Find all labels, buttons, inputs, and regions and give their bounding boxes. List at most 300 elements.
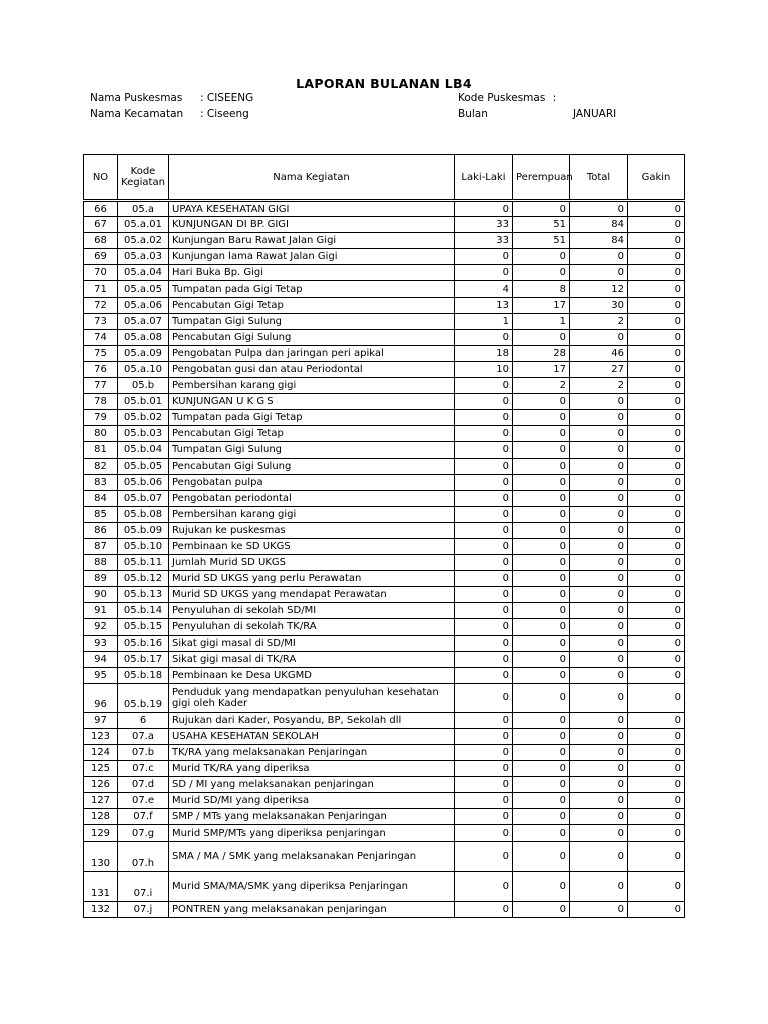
cell-perempuan: 0 bbox=[513, 728, 570, 744]
cell-total: 30 bbox=[570, 297, 628, 313]
table-row bbox=[84, 442, 685, 458]
cell-total: 0 bbox=[570, 603, 628, 619]
cell-perempuan: 0 bbox=[513, 490, 570, 506]
cell-total: 0 bbox=[570, 249, 628, 265]
cell-total: 0 bbox=[570, 809, 628, 825]
cell-laki: 0 bbox=[455, 603, 513, 619]
cell-laki: 0 bbox=[455, 871, 513, 901]
cell-laki: 0 bbox=[455, 712, 513, 728]
table-row bbox=[84, 458, 685, 474]
header-gakin: Gakin bbox=[628, 155, 685, 201]
cell-kode: 07.a bbox=[118, 728, 169, 744]
cell-kode: 07.c bbox=[118, 761, 169, 777]
cell-perempuan: 0 bbox=[513, 683, 570, 712]
table-row bbox=[84, 506, 685, 522]
cell-laki: 0 bbox=[455, 378, 513, 394]
cell-total: 84 bbox=[570, 217, 628, 233]
table-row bbox=[84, 361, 685, 377]
cell-no: 79 bbox=[84, 410, 118, 426]
cell-gakin: 0 bbox=[628, 841, 685, 871]
cell-total: 2 bbox=[570, 378, 628, 394]
cell-total: 0 bbox=[570, 745, 628, 761]
cell-total: 84 bbox=[570, 233, 628, 249]
cell-total: 0 bbox=[570, 635, 628, 651]
cell-laki: 0 bbox=[455, 901, 513, 917]
cell-laki: 0 bbox=[455, 474, 513, 490]
cell-laki: 0 bbox=[455, 587, 513, 603]
header-kode: Kode Kegiatan bbox=[118, 155, 169, 201]
cell-gakin: 0 bbox=[628, 809, 685, 825]
activity-table bbox=[83, 154, 685, 918]
cell-no: 83 bbox=[84, 474, 118, 490]
table-row bbox=[84, 474, 685, 490]
cell-nama: Pencabutan Gigi Tetap bbox=[169, 426, 455, 442]
cell-perempuan: 8 bbox=[513, 281, 570, 297]
cell-kode: 07.g bbox=[118, 825, 169, 841]
cell-kode: 05.b.03 bbox=[118, 426, 169, 442]
cell-gakin: 0 bbox=[628, 233, 685, 249]
cell-perempuan: 0 bbox=[513, 506, 570, 522]
cell-no: 76 bbox=[84, 361, 118, 377]
table-body bbox=[84, 201, 685, 918]
cell-laki: 0 bbox=[455, 490, 513, 506]
cell-gakin: 0 bbox=[628, 394, 685, 410]
cell-gakin: 0 bbox=[628, 474, 685, 490]
cell-perempuan: 51 bbox=[513, 217, 570, 233]
cell-laki: 0 bbox=[455, 249, 513, 265]
cell-kode: 05.a.07 bbox=[118, 313, 169, 329]
cell-gakin: 0 bbox=[628, 538, 685, 554]
cell-nama: Pencabutan Gigi Tetap bbox=[169, 297, 455, 313]
cell-total: 0 bbox=[570, 522, 628, 538]
cell-no: 72 bbox=[84, 297, 118, 313]
cell-no: 81 bbox=[84, 442, 118, 458]
cell-total: 0 bbox=[570, 201, 628, 217]
cell-kode: 05.b.05 bbox=[118, 458, 169, 474]
cell-nama: Pembinaan ke SD UKGS bbox=[169, 538, 455, 554]
cell-laki: 0 bbox=[455, 201, 513, 217]
cell-nama: Rujukan ke puskesmas bbox=[169, 522, 455, 538]
cell-total: 0 bbox=[570, 793, 628, 809]
cell-nama: SMA / MA / SMK yang melaksanakan Penjaringan bbox=[169, 841, 455, 871]
cell-perempuan: 0 bbox=[513, 777, 570, 793]
cell-gakin: 0 bbox=[628, 651, 685, 667]
cell-nama: Jumlah Murid SD UKGS bbox=[169, 555, 455, 571]
cell-nama: USAHA KESEHATAN SEKOLAH bbox=[169, 728, 455, 744]
table-row bbox=[84, 345, 685, 361]
cell-no: 69 bbox=[84, 249, 118, 265]
cell-no: 129 bbox=[84, 825, 118, 841]
cell-kode: 05.a.06 bbox=[118, 297, 169, 313]
cell-laki: 0 bbox=[455, 667, 513, 683]
cell-perempuan: 0 bbox=[513, 265, 570, 281]
cell-nama: Tumpatan pada Gigi Tetap bbox=[169, 281, 455, 297]
cell-total: 0 bbox=[570, 825, 628, 841]
nama-puskesmas-line bbox=[90, 92, 253, 104]
table-row bbox=[84, 712, 685, 728]
cell-gakin: 0 bbox=[628, 361, 685, 377]
cell-gakin: 0 bbox=[628, 712, 685, 728]
cell-no: 90 bbox=[84, 587, 118, 603]
cell-perempuan: 0 bbox=[513, 329, 570, 345]
cell-perempuan: 0 bbox=[513, 426, 570, 442]
header-perempuan: Perempuan bbox=[513, 155, 570, 201]
cell-no: 95 bbox=[84, 667, 118, 683]
cell-laki: 0 bbox=[455, 683, 513, 712]
cell-gakin: 0 bbox=[628, 217, 685, 233]
cell-laki: 33 bbox=[455, 217, 513, 233]
cell-gakin: 0 bbox=[628, 603, 685, 619]
cell-kode: 05.b.15 bbox=[118, 619, 169, 635]
table-row bbox=[84, 490, 685, 506]
cell-total: 0 bbox=[570, 458, 628, 474]
cell-laki: 0 bbox=[455, 458, 513, 474]
cell-total: 2 bbox=[570, 313, 628, 329]
cell-nama: Murid SD UKGS yang perlu Perawatan bbox=[169, 571, 455, 587]
cell-total: 0 bbox=[570, 651, 628, 667]
table-row bbox=[84, 265, 685, 281]
cell-kode: 05.b.10 bbox=[118, 538, 169, 554]
cell-no: 74 bbox=[84, 329, 118, 345]
cell-total: 0 bbox=[570, 490, 628, 506]
cell-kode: 05.b.17 bbox=[118, 651, 169, 667]
cell-gakin: 0 bbox=[628, 329, 685, 345]
cell-total: 0 bbox=[570, 901, 628, 917]
table-row bbox=[84, 683, 685, 712]
cell-nama: Hari Buka Bp. Gigi bbox=[169, 265, 455, 281]
cell-kode: 05.b.02 bbox=[118, 410, 169, 426]
cell-no: 86 bbox=[84, 522, 118, 538]
cell-nama: Tumpatan pada Gigi Tetap bbox=[169, 410, 455, 426]
cell-total: 0 bbox=[570, 410, 628, 426]
cell-kode: 05.b.07 bbox=[118, 490, 169, 506]
cell-laki: 0 bbox=[455, 442, 513, 458]
table-row bbox=[84, 745, 685, 761]
table-row bbox=[84, 603, 685, 619]
cell-gakin: 0 bbox=[628, 522, 685, 538]
nama-kecamatan-value: : Ciseeng bbox=[200, 108, 249, 120]
cell-no: 128 bbox=[84, 809, 118, 825]
cell-perempuan: 0 bbox=[513, 555, 570, 571]
table-row bbox=[84, 378, 685, 394]
cell-kode: 05.a bbox=[118, 201, 169, 217]
cell-laki: 33 bbox=[455, 233, 513, 249]
cell-no: 75 bbox=[84, 345, 118, 361]
cell-nama: Murid TK/RA yang diperiksa bbox=[169, 761, 455, 777]
cell-laki: 0 bbox=[455, 506, 513, 522]
cell-no: 126 bbox=[84, 777, 118, 793]
header-total: Total bbox=[570, 155, 628, 201]
cell-nama: Penyuluhan di sekolah SD/MI bbox=[169, 603, 455, 619]
cell-perempuan: 0 bbox=[513, 442, 570, 458]
cell-kode: 05.b.09 bbox=[118, 522, 169, 538]
table-row bbox=[84, 281, 685, 297]
cell-nama: Tumpatan Gigi Sulung bbox=[169, 313, 455, 329]
cell-laki: 0 bbox=[455, 394, 513, 410]
report-title: LAPORAN BULANAN LB4 bbox=[296, 76, 472, 91]
cell-laki: 0 bbox=[455, 410, 513, 426]
cell-perempuan: 0 bbox=[513, 587, 570, 603]
cell-gakin: 0 bbox=[628, 793, 685, 809]
cell-perempuan: 0 bbox=[513, 825, 570, 841]
cell-kode: 05.b.13 bbox=[118, 587, 169, 603]
cell-no: 130 bbox=[84, 841, 118, 871]
cell-gakin: 0 bbox=[628, 378, 685, 394]
cell-gakin: 0 bbox=[628, 777, 685, 793]
cell-perempuan: 17 bbox=[513, 361, 570, 377]
cell-total: 0 bbox=[570, 474, 628, 490]
cell-kode: 05.b.06 bbox=[118, 474, 169, 490]
cell-laki: 4 bbox=[455, 281, 513, 297]
cell-kode: 05.a.02 bbox=[118, 233, 169, 249]
cell-no: 84 bbox=[84, 490, 118, 506]
nama-kecamatan-line bbox=[90, 108, 249, 120]
bulan-value: JANUARI bbox=[573, 108, 617, 120]
cell-perempuan: 0 bbox=[513, 651, 570, 667]
cell-gakin: 0 bbox=[628, 490, 685, 506]
cell-kode: 07.d bbox=[118, 777, 169, 793]
cell-gakin: 0 bbox=[628, 442, 685, 458]
cell-total: 0 bbox=[570, 619, 628, 635]
header-laki: Laki-Laki bbox=[455, 155, 513, 201]
cell-nama: KUNJUNGAN DI BP. GIGI bbox=[169, 217, 455, 233]
cell-nama: KUNJUNGAN U K G S bbox=[169, 394, 455, 410]
nama-puskesmas-label: Nama Puskesmas bbox=[90, 92, 183, 104]
cell-nama: Tumpatan Gigi Sulung bbox=[169, 442, 455, 458]
cell-laki: 0 bbox=[455, 538, 513, 554]
cell-gakin: 0 bbox=[628, 825, 685, 841]
cell-laki: 0 bbox=[455, 809, 513, 825]
cell-total: 0 bbox=[570, 506, 628, 522]
cell-no: 71 bbox=[84, 281, 118, 297]
cell-no: 77 bbox=[84, 378, 118, 394]
cell-nama: Murid SMP/MTs yang diperiksa penjaringan bbox=[169, 825, 455, 841]
cell-no: 94 bbox=[84, 651, 118, 667]
cell-no: 87 bbox=[84, 538, 118, 554]
cell-gakin: 0 bbox=[628, 587, 685, 603]
cell-gakin: 0 bbox=[628, 458, 685, 474]
table-row bbox=[84, 201, 685, 217]
table-row bbox=[84, 809, 685, 825]
table-row bbox=[84, 587, 685, 603]
cell-nama: Pengobatan pulpa bbox=[169, 474, 455, 490]
cell-laki: 13 bbox=[455, 297, 513, 313]
cell-kode: 05.a.10 bbox=[118, 361, 169, 377]
cell-kode: 05.b.16 bbox=[118, 635, 169, 651]
cell-laki: 10 bbox=[455, 361, 513, 377]
cell-nama: Murid SD UKGS yang mendapat Perawatan bbox=[169, 587, 455, 603]
cell-no: 97 bbox=[84, 712, 118, 728]
cell-total: 0 bbox=[570, 683, 628, 712]
cell-no: 93 bbox=[84, 635, 118, 651]
cell-nama: Kunjungan Baru Rawat Jalan Gigi bbox=[169, 233, 455, 249]
table-row bbox=[84, 901, 685, 917]
cell-perempuan: 17 bbox=[513, 297, 570, 313]
cell-kode: 05.b.14 bbox=[118, 603, 169, 619]
cell-laki: 0 bbox=[455, 571, 513, 587]
cell-perempuan: 0 bbox=[513, 761, 570, 777]
cell-no: 124 bbox=[84, 745, 118, 761]
cell-laki: 0 bbox=[455, 555, 513, 571]
cell-perempuan: 0 bbox=[513, 249, 570, 265]
cell-laki: 0 bbox=[455, 825, 513, 841]
cell-gakin: 0 bbox=[628, 901, 685, 917]
kode-puskesmas-label: Kode Puskesmas bbox=[458, 92, 546, 104]
cell-gakin: 0 bbox=[628, 345, 685, 361]
table-row bbox=[84, 825, 685, 841]
cell-no: 73 bbox=[84, 313, 118, 329]
table-row bbox=[84, 297, 685, 313]
cell-perempuan: 0 bbox=[513, 667, 570, 683]
cell-perempuan: 0 bbox=[513, 619, 570, 635]
cell-nama: Pencabutan Gigi Sulung bbox=[169, 329, 455, 345]
table-row bbox=[84, 728, 685, 744]
cell-total: 12 bbox=[570, 281, 628, 297]
kode-puskesmas-value: : bbox=[552, 92, 557, 104]
cell-total: 0 bbox=[570, 777, 628, 793]
table-row bbox=[84, 571, 685, 587]
table-row bbox=[84, 522, 685, 538]
cell-laki: 0 bbox=[455, 619, 513, 635]
cell-no: 78 bbox=[84, 394, 118, 410]
table-row bbox=[84, 871, 685, 901]
cell-nama: Pembersihan karang gigi bbox=[169, 506, 455, 522]
nama-puskesmas-value: : CISEENG bbox=[200, 92, 254, 104]
cell-kode: 6 bbox=[118, 712, 169, 728]
table-row bbox=[84, 538, 685, 554]
cell-gakin: 0 bbox=[628, 281, 685, 297]
cell-total: 0 bbox=[570, 426, 628, 442]
cell-perempuan: 0 bbox=[513, 538, 570, 554]
cell-no: 89 bbox=[84, 571, 118, 587]
cell-total: 0 bbox=[570, 394, 628, 410]
table-row bbox=[84, 777, 685, 793]
table-row bbox=[84, 233, 685, 249]
cell-nama: PONTREN yang melaksanakan penjaringan bbox=[169, 901, 455, 917]
cell-perempuan: 0 bbox=[513, 841, 570, 871]
table-row bbox=[84, 249, 685, 265]
cell-kode: 07.b bbox=[118, 745, 169, 761]
cell-no: 70 bbox=[84, 265, 118, 281]
cell-kode: 05.b.12 bbox=[118, 571, 169, 587]
cell-gakin: 0 bbox=[628, 555, 685, 571]
kode-puskesmas-line bbox=[458, 92, 556, 104]
table-row bbox=[84, 761, 685, 777]
cell-gakin: 0 bbox=[628, 635, 685, 651]
cell-gakin: 0 bbox=[628, 410, 685, 426]
table-row bbox=[84, 394, 685, 410]
cell-gakin: 0 bbox=[628, 683, 685, 712]
cell-gakin: 0 bbox=[628, 506, 685, 522]
cell-total: 0 bbox=[570, 538, 628, 554]
cell-perempuan: 0 bbox=[513, 410, 570, 426]
cell-nama: Rujukan dari Kader, Posyandu, BP, Sekolah dll bbox=[169, 712, 455, 728]
cell-perempuan: 0 bbox=[513, 571, 570, 587]
table-row bbox=[84, 651, 685, 667]
cell-no: 92 bbox=[84, 619, 118, 635]
cell-kode: 07.i bbox=[118, 871, 169, 901]
cell-gakin: 0 bbox=[628, 871, 685, 901]
cell-laki: 0 bbox=[455, 426, 513, 442]
cell-perempuan: 0 bbox=[513, 712, 570, 728]
cell-gakin: 0 bbox=[628, 667, 685, 683]
header-no: NO bbox=[84, 155, 118, 201]
cell-gakin: 0 bbox=[628, 619, 685, 635]
cell-no: 88 bbox=[84, 555, 118, 571]
cell-no: 96 bbox=[84, 683, 118, 712]
cell-perempuan: 0 bbox=[513, 809, 570, 825]
cell-no: 85 bbox=[84, 506, 118, 522]
table-row bbox=[84, 329, 685, 345]
cell-no: 91 bbox=[84, 603, 118, 619]
cell-perempuan: 0 bbox=[513, 394, 570, 410]
cell-gakin: 0 bbox=[628, 249, 685, 265]
cell-kode: 05.b.08 bbox=[118, 506, 169, 522]
cell-gakin: 0 bbox=[628, 297, 685, 313]
table-row bbox=[84, 217, 685, 233]
cell-gakin: 0 bbox=[628, 426, 685, 442]
cell-no: 123 bbox=[84, 728, 118, 744]
cell-total: 0 bbox=[570, 871, 628, 901]
cell-gakin: 0 bbox=[628, 201, 685, 217]
cell-no: 82 bbox=[84, 458, 118, 474]
cell-laki: 0 bbox=[455, 793, 513, 809]
table-row bbox=[84, 426, 685, 442]
cell-laki: 0 bbox=[455, 329, 513, 345]
cell-nama: Pembersihan karang gigi bbox=[169, 378, 455, 394]
cell-kode: 05.b.11 bbox=[118, 555, 169, 571]
cell-laki: 1 bbox=[455, 313, 513, 329]
cell-laki: 0 bbox=[455, 777, 513, 793]
table-row bbox=[84, 793, 685, 809]
cell-perempuan: 1 bbox=[513, 313, 570, 329]
cell-kode: 05.a.05 bbox=[118, 281, 169, 297]
cell-laki: 0 bbox=[455, 522, 513, 538]
cell-perempuan: 0 bbox=[513, 901, 570, 917]
cell-laki: 0 bbox=[455, 651, 513, 667]
cell-perempuan: 2 bbox=[513, 378, 570, 394]
cell-nama: Penyuluhan di sekolah TK/RA bbox=[169, 619, 455, 635]
cell-gakin: 0 bbox=[628, 313, 685, 329]
cell-perempuan: 0 bbox=[513, 745, 570, 761]
cell-total: 0 bbox=[570, 442, 628, 458]
cell-perempuan: 0 bbox=[513, 603, 570, 619]
cell-kode: 05.a.08 bbox=[118, 329, 169, 345]
cell-gakin: 0 bbox=[628, 571, 685, 587]
cell-total: 27 bbox=[570, 361, 628, 377]
cell-total: 46 bbox=[570, 345, 628, 361]
cell-perempuan: 0 bbox=[513, 871, 570, 901]
cell-nama: TK/RA yang melaksanakan Penjaringan bbox=[169, 745, 455, 761]
table-row bbox=[84, 635, 685, 651]
cell-perempuan: 0 bbox=[513, 522, 570, 538]
cell-laki: 0 bbox=[455, 841, 513, 871]
cell-perempuan: 0 bbox=[513, 635, 570, 651]
cell-nama: UPAYA KESEHATAN GIGI bbox=[169, 201, 455, 217]
cell-gakin: 0 bbox=[628, 761, 685, 777]
cell-no: 66 bbox=[84, 201, 118, 217]
cell-kode: 05.a.04 bbox=[118, 265, 169, 281]
table-row bbox=[84, 555, 685, 571]
table-row bbox=[84, 410, 685, 426]
table-row bbox=[84, 667, 685, 683]
cell-nama: Sikat gigi masal di TK/RA bbox=[169, 651, 455, 667]
cell-total: 0 bbox=[570, 841, 628, 871]
cell-nama: Murid SD/MI yang diperiksa bbox=[169, 793, 455, 809]
header-nama: Nama Kegiatan bbox=[169, 155, 455, 201]
cell-nama: Pengobatan Pulpa dan jaringan peri apikal bbox=[169, 345, 455, 361]
table-row bbox=[84, 841, 685, 871]
